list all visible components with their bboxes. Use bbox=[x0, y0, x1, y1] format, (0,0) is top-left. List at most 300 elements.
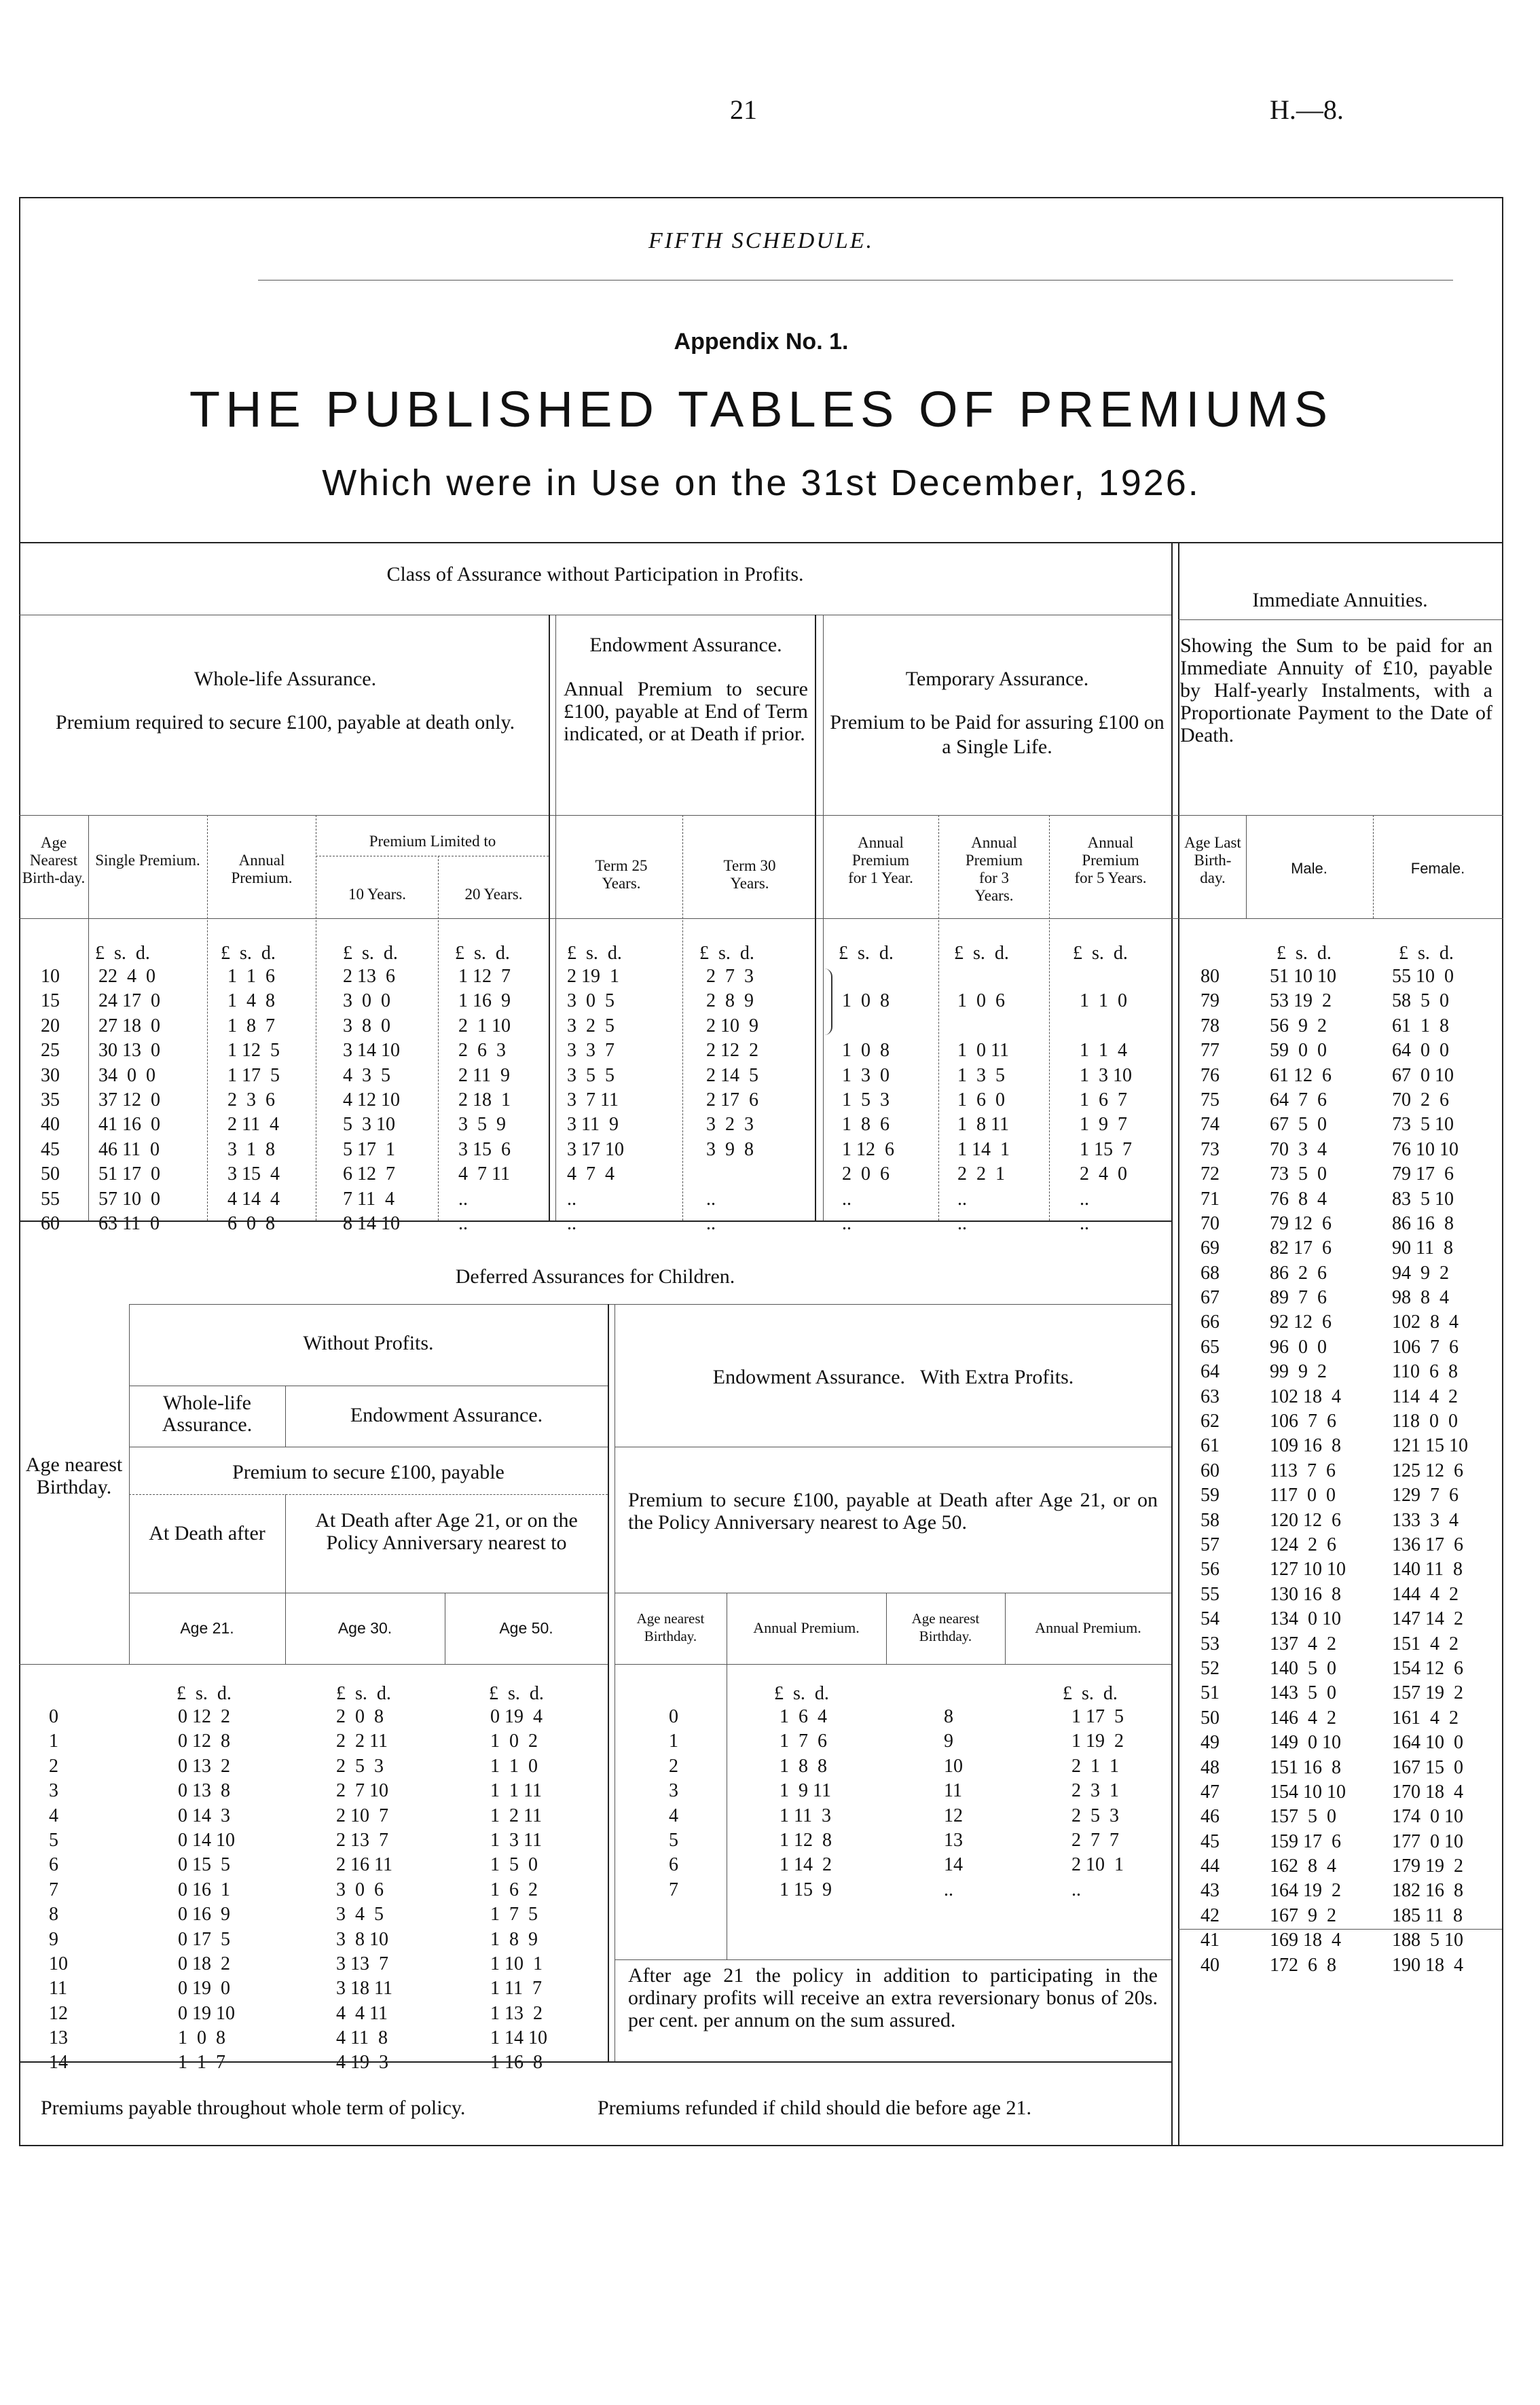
footer-rule bbox=[19, 2061, 1171, 2063]
def-age50-cell: 1 10 1 bbox=[490, 1953, 543, 1974]
def-age30-cell: 4 11 8 bbox=[336, 2027, 388, 2049]
top-y20-cell: 3 15 6 bbox=[458, 1138, 511, 1160]
top-annual-cell: 6 0 8 bbox=[227, 1212, 275, 1234]
top-temp5-cell: 2 4 0 bbox=[1080, 1163, 1127, 1185]
annuity-male-cell: 124 2 6 bbox=[1270, 1534, 1336, 1555]
top-y10-cell: 3 14 10 bbox=[343, 1040, 400, 1062]
page-title: THE PUBLISHED TABLES OF PREMIUMS bbox=[189, 381, 1334, 437]
annuity-male-cell: 89 7 6 bbox=[1270, 1287, 1327, 1309]
top-ages-cell: 25 bbox=[41, 1040, 60, 1062]
annuity-male-cell: 130 16 8 bbox=[1270, 1583, 1341, 1605]
div-wl-endow bbox=[549, 615, 550, 815]
annuity-ages-cell: 74 bbox=[1200, 1114, 1220, 1136]
lsd-term30: £ s. d. bbox=[699, 943, 754, 964]
endowment-desc: Annual Premium to secure £100, payable at End of Term indicated, or at Death if prior. bbox=[564, 678, 808, 745]
def-age50-cell: 1 14 10 bbox=[490, 2027, 547, 2049]
lsd-term25: £ s. d. bbox=[567, 943, 622, 964]
top-term30-cell: 2 12 2 bbox=[706, 1040, 758, 1062]
def-head-rule bbox=[19, 1664, 608, 1665]
extra-prem-head-1: Annual Premium. bbox=[753, 1619, 860, 1636]
annuity-female-cell: 70 2 6 bbox=[1392, 1089, 1449, 1110]
extra-ages-2-cell: 13 bbox=[944, 1829, 963, 1851]
top-single bbox=[98, 964, 160, 1236]
top-y20-cell: 2 18 1 bbox=[458, 1089, 511, 1110]
top-temp3-cell: 1 0 6 bbox=[957, 990, 1005, 1012]
annuity-male-cell: 134 0 10 bbox=[1270, 1608, 1341, 1630]
annuity-ages-cell: 68 bbox=[1200, 1262, 1220, 1284]
def-age21 bbox=[178, 1705, 235, 2076]
annuity-female-cell: 102 8 4 bbox=[1392, 1312, 1459, 1333]
annuity-male bbox=[1270, 964, 1346, 1978]
extra-rule-3 bbox=[615, 1664, 1171, 1665]
def-age30-cell: 3 0 6 bbox=[336, 1879, 384, 1900]
def-ages-cell: 14 bbox=[49, 2052, 68, 2074]
annuity-male-cell: 151 16 8 bbox=[1270, 1756, 1341, 1778]
annuity-male-cell: 169 18 4 bbox=[1270, 1930, 1341, 1951]
annuity-male-cell: 154 10 10 bbox=[1270, 1781, 1346, 1803]
appendix-heading: Appendix No. 1. bbox=[674, 329, 849, 355]
annuity-male-cell: 149 0 10 bbox=[1270, 1732, 1341, 1754]
annuity-male-cell: 159 17 6 bbox=[1270, 1830, 1341, 1852]
annuity-ages-cell: 71 bbox=[1200, 1188, 1220, 1210]
top-temp1-cell bbox=[842, 1014, 894, 1038]
extra-prem-1-cell: 1 14 2 bbox=[780, 1854, 832, 1876]
top-annual-cell: 2 3 6 bbox=[227, 1089, 275, 1110]
extra-ages-2 bbox=[944, 1705, 963, 1902]
class-heading: Class of Assurance without Participation in Profits. bbox=[386, 563, 804, 585]
def-age30-cell: 2 10 7 bbox=[336, 1805, 388, 1826]
top-term30-cell bbox=[706, 1162, 758, 1187]
top-temp5-cell: 1 15 7 bbox=[1080, 1138, 1132, 1160]
annuity-male-cell: 56 9 2 bbox=[1270, 1015, 1327, 1036]
top-y20-cell: 2 11 9 bbox=[458, 1064, 510, 1086]
def-age21-cell: 0 18 2 bbox=[178, 1953, 230, 1974]
def-age30-cell: 3 8 10 bbox=[336, 1928, 388, 1950]
def-age21-cell: 0 14 10 bbox=[178, 1829, 235, 1851]
top-temp5-cell: .. bbox=[1080, 1188, 1089, 1210]
extra-lsd-1: £ s. d. bbox=[774, 1683, 829, 1704]
top-y20-cell: 1 16 9 bbox=[458, 990, 511, 1012]
top-single-cell: 57 10 0 bbox=[98, 1188, 160, 1210]
annuity-female-cell: 164 10 0 bbox=[1392, 1732, 1463, 1754]
whole-life-desc: Premium required to secure £100, payable at death only. bbox=[55, 711, 515, 734]
top-term30 bbox=[706, 964, 758, 1236]
def-age21-cell: 0 16 9 bbox=[178, 1904, 230, 1925]
lsd-y10: £ s. d. bbox=[343, 943, 398, 964]
annuity-ages-cell: 57 bbox=[1200, 1534, 1220, 1555]
annuity-ages-cell: 66 bbox=[1200, 1312, 1220, 1333]
page-subtitle: Which were in Use on the 31st December, 1926. bbox=[322, 463, 1200, 503]
annuity-male-cell: 120 12 6 bbox=[1270, 1509, 1341, 1531]
annuity-title: Immediate Annuities. bbox=[1252, 589, 1428, 611]
annuity-female-cell: 67 0 10 bbox=[1392, 1064, 1454, 1086]
top-term25-cell: 2 19 1 bbox=[567, 966, 619, 987]
top-temp1-cell: 1 0 8 bbox=[842, 990, 890, 1012]
top-temp5-cell bbox=[1080, 964, 1132, 989]
top-annual-cell: 1 4 8 bbox=[227, 990, 275, 1012]
def-age30-cell: 2 13 7 bbox=[336, 1829, 388, 1851]
annuity-ages-cell: 69 bbox=[1200, 1237, 1220, 1259]
top-term30-cell: 2 10 9 bbox=[706, 1015, 758, 1036]
top-annual-cell: 3 15 4 bbox=[227, 1163, 280, 1185]
annuity-ages-cell: 59 bbox=[1200, 1485, 1220, 1506]
annuity-male-cell: 113 7 6 bbox=[1270, 1460, 1336, 1481]
annuity-female-cell: 136 17 6 bbox=[1392, 1534, 1463, 1555]
top-single-cell: 41 16 0 bbox=[98, 1114, 160, 1136]
annuity-female-cell: 170 18 4 bbox=[1392, 1781, 1463, 1803]
extra-prem-2-cell: 2 5 3 bbox=[1071, 1805, 1119, 1826]
extra-note: After age 21 the policy in addition to participating in the ordinary profits will receive an extra reversionary bonus of 20s. per cent. per annum on the sum assured. bbox=[628, 1964, 1158, 2031]
def-ages-cell: 6 bbox=[49, 1854, 58, 1876]
def-head-age21: Age 21. bbox=[180, 1619, 234, 1637]
top-single-cell: 22 4 0 bbox=[98, 966, 155, 987]
temp-brace bbox=[824, 969, 832, 1035]
def-ages-cell: 12 bbox=[49, 2002, 68, 2024]
annuity-male-cell: 76 8 4 bbox=[1270, 1188, 1327, 1210]
annuity-male-cell: 70 3 4 bbox=[1270, 1138, 1327, 1160]
def-age21-cell: 0 12 2 bbox=[178, 1706, 230, 1727]
annuity-female-cell: 110 6 8 bbox=[1392, 1361, 1458, 1383]
lsd-female: £ s. d. bbox=[1399, 943, 1454, 964]
extra-prem-2-cell: 2 1 1 bbox=[1071, 1755, 1119, 1777]
top-temp3-cell: 2 2 1 bbox=[957, 1163, 1005, 1185]
annuity-male-cell: 140 5 0 bbox=[1270, 1657, 1336, 1679]
top-y20-cell: .. bbox=[458, 1188, 468, 1210]
def-ages-cell: 8 bbox=[49, 1904, 58, 1925]
endowment-title: Endowment Assurance. bbox=[589, 634, 782, 656]
annuity-female-cell: 140 11 8 bbox=[1392, 1559, 1463, 1580]
top-term25-cell: .. bbox=[567, 1212, 576, 1234]
v-age bbox=[88, 815, 89, 1220]
top-temp1 bbox=[842, 964, 894, 1236]
v-y10 bbox=[438, 856, 439, 1220]
def-age50-cell: 1 11 7 bbox=[490, 1978, 542, 2000]
annuity-ages-cell: 45 bbox=[1200, 1830, 1220, 1852]
top-temp5-cell: 1 6 7 bbox=[1080, 1089, 1127, 1110]
annuity-ages-cell: 54 bbox=[1200, 1608, 1220, 1630]
def-age21-cell: 1 1 7 bbox=[178, 2052, 225, 2074]
top-term30-cell: 3 9 8 bbox=[706, 1138, 754, 1160]
def-age30-cell: 3 13 7 bbox=[336, 1953, 388, 1974]
top-temp3-cell: 1 3 5 bbox=[957, 1064, 1005, 1086]
def-ages-cell: 3 bbox=[49, 1780, 58, 1802]
annuity-ages-cell: 43 bbox=[1200, 1880, 1220, 1902]
annuity-female-cell: 151 4 2 bbox=[1392, 1633, 1459, 1654]
top-temp1-cell bbox=[842, 964, 894, 989]
footer-left: Premiums payable throughout whole term of policy. bbox=[41, 2097, 466, 2119]
top-single-cell: 30 13 0 bbox=[98, 1040, 160, 1062]
annuity-female bbox=[1392, 964, 1468, 1978]
annuity-female-cell: 157 19 2 bbox=[1392, 1682, 1463, 1704]
top-annual-cell: 1 8 7 bbox=[227, 1015, 275, 1036]
top-y10-cell: 3 8 0 bbox=[343, 1015, 390, 1036]
def-lsd-21: £ s. d. bbox=[177, 1683, 232, 1704]
div-endow-temp-b bbox=[823, 615, 824, 815]
def-whole-life: Whole-life Assurance. bbox=[162, 1392, 253, 1436]
top-term30-cell: 2 14 5 bbox=[706, 1064, 758, 1086]
annuity-ages-cell: 48 bbox=[1200, 1756, 1220, 1778]
annuity-ages-cell: 65 bbox=[1200, 1336, 1220, 1358]
top-annual-cell: 3 1 8 bbox=[227, 1138, 275, 1160]
top-temp1-cell: 1 12 6 bbox=[842, 1138, 894, 1160]
top-single-cell: 51 17 0 bbox=[98, 1163, 160, 1185]
head-ann-age: Age Last Birth-day. bbox=[1184, 834, 1241, 886]
top-temp1-cell: 1 5 3 bbox=[842, 1089, 890, 1110]
annuity-ages-cell: 47 bbox=[1200, 1781, 1220, 1803]
extra-ages-2-cell: 12 bbox=[944, 1805, 963, 1826]
top-y10-cell: 2 13 6 bbox=[343, 966, 395, 987]
top-term25-cell: .. bbox=[567, 1188, 576, 1210]
annuity-ages-cell: 60 bbox=[1200, 1460, 1220, 1481]
extra-prem-2-cell: .. bbox=[1071, 1879, 1081, 1900]
annuity-male-cell: 143 5 0 bbox=[1270, 1682, 1336, 1704]
top-ages-cell: 45 bbox=[41, 1138, 60, 1160]
temporary-desc: Premium to be Paid for assuring £100 on a Single Life. bbox=[830, 711, 1165, 758]
top-term30-cell: .. bbox=[706, 1212, 716, 1234]
v-y20 bbox=[549, 815, 550, 1220]
annuity-female-cell: 161 4 2 bbox=[1392, 1707, 1459, 1729]
annuity-female-cell: 133 3 4 bbox=[1392, 1509, 1459, 1531]
annuity-female-cell: 174 0 10 bbox=[1392, 1806, 1463, 1828]
extra-prem-2-cell: 1 17 5 bbox=[1071, 1706, 1124, 1727]
top-y10-cell: 5 17 1 bbox=[343, 1138, 395, 1160]
top-single-cell: 27 18 0 bbox=[98, 1015, 160, 1036]
annuity-female-cell: 73 5 10 bbox=[1392, 1114, 1454, 1136]
top-y10-cell: 5 3 10 bbox=[343, 1114, 395, 1136]
annuity-male-cell: 102 18 4 bbox=[1270, 1386, 1341, 1407]
def-age50-cell: 1 0 2 bbox=[490, 1731, 538, 1752]
colhead-rule-top bbox=[19, 815, 1503, 816]
def-endowment: Endowment Assurance. bbox=[350, 1404, 543, 1426]
annuity-male-cell: 53 19 2 bbox=[1270, 990, 1332, 1012]
extra-ages-2-cell: 14 bbox=[944, 1854, 963, 1876]
def-age50-cell: 1 16 8 bbox=[490, 2052, 543, 2074]
title-rule bbox=[19, 542, 1503, 543]
def-age50-cell: 1 5 0 bbox=[490, 1854, 538, 1876]
top-y20-cell: 2 6 3 bbox=[458, 1040, 506, 1062]
top-temp3-cell: .. bbox=[957, 1212, 967, 1234]
def-ages-cell: 10 bbox=[49, 1953, 68, 1974]
top-y20-cell: 4 7 11 bbox=[458, 1163, 510, 1185]
annuity-female-cell: 64 0 0 bbox=[1392, 1040, 1449, 1062]
annuity-female-cell: 154 12 6 bbox=[1392, 1657, 1463, 1679]
annuity-female-cell: 188 5 10 bbox=[1392, 1930, 1463, 1951]
annuity-female-cell: 98 8 4 bbox=[1392, 1287, 1449, 1309]
annuity-ages bbox=[1200, 964, 1220, 1978]
def-age50-cell: 1 2 11 bbox=[490, 1805, 542, 1826]
lsd-y20: £ s. d. bbox=[455, 943, 510, 964]
annuity-female-cell: 147 14 2 bbox=[1392, 1608, 1463, 1630]
annuity-ages-cell: 53 bbox=[1200, 1633, 1220, 1654]
def-ages-cell: 7 bbox=[49, 1879, 58, 1900]
annuity-male-cell: 157 5 0 bbox=[1270, 1806, 1336, 1828]
top-y20-cell: 2 1 10 bbox=[458, 1015, 511, 1036]
def-age21-cell: 0 19 10 bbox=[178, 2002, 235, 2024]
def-ages-cell: 1 bbox=[49, 1731, 58, 1752]
top-single-cell: 63 11 0 bbox=[98, 1212, 160, 1234]
def-age21-cell: 0 17 5 bbox=[178, 1928, 230, 1950]
top-ages-cell: 10 bbox=[41, 966, 60, 987]
head-temp3: Annual Premium for 3 Years. bbox=[965, 834, 1023, 904]
div-wl-endow-b bbox=[555, 615, 556, 815]
def-age-nearest: Age nearest Birthday. bbox=[25, 1453, 123, 1498]
annuity-male-cell: 86 2 6 bbox=[1270, 1262, 1327, 1284]
annuity-male-cell: 79 12 6 bbox=[1270, 1212, 1332, 1234]
top-temp3-cell: 1 14 1 bbox=[957, 1138, 1010, 1160]
extra-ages-2-cell: 8 bbox=[944, 1706, 953, 1727]
schedule-rule bbox=[258, 280, 1453, 281]
annuity-ages-cell: 44 bbox=[1200, 1856, 1220, 1877]
lsd-male: £ s. d. bbox=[1277, 943, 1332, 964]
extra-ages-1-cell: 5 bbox=[669, 1829, 678, 1851]
def-rule-3 bbox=[129, 1494, 608, 1495]
colhead-rule-bottom bbox=[19, 918, 1503, 919]
head-y20: 20 Years. bbox=[464, 886, 523, 903]
annuity-female-cell: 58 5 0 bbox=[1392, 990, 1449, 1012]
top-temp3-cell bbox=[957, 964, 1010, 989]
document-ref: H.—8. bbox=[1270, 94, 1344, 125]
def-age50-cell: 1 1 11 bbox=[490, 1780, 542, 1802]
annuity-female-cell: 86 16 8 bbox=[1392, 1212, 1454, 1234]
annuity-female-cell: 83 5 10 bbox=[1392, 1188, 1454, 1210]
whole-life-title: Whole-life Assurance. bbox=[194, 668, 377, 690]
annuity-ages-cell: 58 bbox=[1200, 1509, 1220, 1531]
annuity-male-cell: 61 12 6 bbox=[1270, 1064, 1332, 1086]
def-age50-cell: 1 13 2 bbox=[490, 2002, 543, 2024]
top-y10-cell: 4 12 10 bbox=[343, 1089, 400, 1110]
annuity-male-cell: 164 19 2 bbox=[1270, 1880, 1341, 1902]
annuity-ages-cell: 63 bbox=[1200, 1386, 1220, 1407]
extra-prem-head-2: Annual Premium. bbox=[1035, 1619, 1141, 1636]
annuity-female-cell: 182 16 8 bbox=[1392, 1880, 1463, 1902]
annuity-male-cell: 99 9 2 bbox=[1270, 1361, 1327, 1383]
def-age50-cell: 1 7 5 bbox=[490, 1904, 538, 1925]
annuity-male-cell: 64 7 6 bbox=[1270, 1089, 1327, 1110]
annuity-ages-cell: 70 bbox=[1200, 1212, 1220, 1234]
annuity-divider-a bbox=[1171, 542, 1173, 2145]
lsd-temp3: £ s. d. bbox=[954, 943, 1009, 964]
annuity-female-cell: 177 0 10 bbox=[1392, 1830, 1463, 1852]
top-temp1-cell: 1 3 0 bbox=[842, 1064, 890, 1086]
deferred-title-rule bbox=[129, 1304, 1171, 1305]
annuity-male-cell: 67 5 0 bbox=[1270, 1114, 1327, 1136]
annuity-female-cell: 55 10 0 bbox=[1392, 966, 1454, 987]
head-term25: Term 25 Years. bbox=[595, 857, 648, 892]
def-age21-cell: 0 13 2 bbox=[178, 1755, 230, 1777]
def-lsd-30: £ s. d. bbox=[336, 1683, 391, 1704]
annuity-female-cell: 121 15 10 bbox=[1392, 1435, 1468, 1457]
without-profits: Without Profits. bbox=[303, 1332, 434, 1354]
def-ages-cell: 4 bbox=[49, 1805, 58, 1826]
top-temp1-cell: .. bbox=[842, 1212, 851, 1234]
top-temp5-cell: .. bbox=[1080, 1212, 1089, 1234]
def-age21-cell: 0 12 8 bbox=[178, 1731, 230, 1752]
frame-bottom bbox=[19, 2145, 1503, 2146]
def-ages-cell: 11 bbox=[49, 1978, 67, 2000]
annuity-end-rule bbox=[1178, 1929, 1502, 1930]
top-temp5-cell bbox=[1080, 1014, 1132, 1038]
annuity-ages-cell: 72 bbox=[1200, 1163, 1220, 1185]
annuity-ages-cell: 52 bbox=[1200, 1657, 1220, 1679]
extra-desc: Premium to secure £100, payable at Death after Age 21, or on the Policy Anniversary nearest to Age 50. bbox=[628, 1489, 1158, 1534]
v-temp1 bbox=[938, 815, 939, 1220]
extra-prem-1 bbox=[780, 1705, 832, 1902]
extra-prem-1-cell: 1 6 4 bbox=[780, 1706, 827, 1727]
top-y20-cell: 1 12 7 bbox=[458, 966, 511, 987]
top-temp3-cell: 1 6 0 bbox=[957, 1089, 1005, 1110]
def-ages-cell: 2 bbox=[49, 1755, 58, 1777]
def-lsd-50: £ s. d. bbox=[489, 1683, 544, 1704]
annuity-male-cell: 172 6 8 bbox=[1270, 1954, 1336, 1976]
top-y10-cell: 7 11 4 bbox=[343, 1188, 395, 1210]
top-y10-cell: 8 14 10 bbox=[343, 1212, 400, 1234]
top-temp3-cell bbox=[957, 1014, 1010, 1038]
top-y10-cell: 4 3 5 bbox=[343, 1064, 390, 1086]
top-y20-cell: .. bbox=[458, 1212, 468, 1234]
extra-ages-1-cell: 6 bbox=[669, 1854, 678, 1876]
def-age50-cell: 1 1 0 bbox=[490, 1755, 538, 1777]
annuity-female-cell: 185 11 8 bbox=[1392, 1904, 1463, 1926]
def-age21-cell: 0 14 3 bbox=[178, 1805, 230, 1826]
annuity-ages-cell: 62 bbox=[1200, 1411, 1220, 1432]
annuity-female-cell: 144 4 2 bbox=[1392, 1583, 1459, 1605]
annuity-female-cell: 190 18 4 bbox=[1392, 1954, 1463, 1976]
annuity-ages-cell: 77 bbox=[1200, 1040, 1220, 1062]
annuity-male-cell: 137 4 2 bbox=[1270, 1633, 1336, 1654]
v-at-death bbox=[285, 1494, 286, 1664]
extra-prem-2-cell: 2 7 7 bbox=[1071, 1829, 1119, 1851]
extra-ages-1-cell: 2 bbox=[669, 1755, 678, 1777]
top-term30-cell: 2 7 3 bbox=[706, 966, 754, 987]
v-term30-b bbox=[823, 815, 824, 1220]
extra-age-head-1: Age nearest Birthday. bbox=[636, 1610, 705, 1644]
top-y10-cell: 6 12 7 bbox=[343, 1163, 395, 1185]
top-y10 bbox=[343, 964, 400, 1236]
def-premium-secure: Premium to secure £100, payable bbox=[232, 1461, 505, 1483]
def-ages-cell: 0 bbox=[49, 1706, 58, 1727]
v-ann-age bbox=[1246, 815, 1247, 918]
top-y20-cell: 3 5 9 bbox=[458, 1114, 506, 1136]
top-ages-cell: 35 bbox=[41, 1089, 60, 1110]
def-age30-cell: 2 2 11 bbox=[336, 1731, 388, 1752]
lsd-temp5: £ s. d. bbox=[1073, 943, 1128, 964]
annuity-male-cell: 73 5 0 bbox=[1270, 1163, 1327, 1185]
v-term25 bbox=[682, 815, 683, 1220]
annuity-male-cell: 59 0 0 bbox=[1270, 1040, 1327, 1062]
annuity-female-cell: 61 1 8 bbox=[1392, 1015, 1449, 1036]
def-age30 bbox=[336, 1705, 392, 2076]
def-age30-cell: 4 19 3 bbox=[336, 2052, 388, 2074]
top-term25-cell: 3 2 5 bbox=[567, 1015, 615, 1036]
v-temp3 bbox=[1049, 815, 1050, 1220]
top-single-cell: 24 17 0 bbox=[98, 990, 160, 1012]
annuity-ages-cell: 80 bbox=[1200, 966, 1220, 987]
head-male: Male. bbox=[1291, 860, 1327, 877]
annuity-male-cell: 51 10 10 bbox=[1270, 966, 1336, 987]
annuity-title-rule bbox=[1178, 619, 1502, 620]
annuity-ages-cell: 67 bbox=[1200, 1287, 1220, 1309]
annuity-ages-cell: 42 bbox=[1200, 1904, 1220, 1926]
top-term25-cell: 3 0 5 bbox=[567, 990, 615, 1012]
annuity-ages-cell: 50 bbox=[1200, 1707, 1220, 1729]
top-temp5-cell: 1 3 10 bbox=[1080, 1064, 1132, 1086]
footer-right: Premiums refunded if child should die before age 21. bbox=[598, 2097, 1031, 2119]
def-age30-cell: 2 5 3 bbox=[336, 1755, 384, 1777]
temporary-title: Temporary Assurance. bbox=[905, 668, 1089, 690]
extra-ages-1 bbox=[669, 1705, 678, 1902]
top-temp3-cell: .. bbox=[957, 1188, 967, 1210]
extra-ages-2-cell: 9 bbox=[944, 1731, 953, 1752]
